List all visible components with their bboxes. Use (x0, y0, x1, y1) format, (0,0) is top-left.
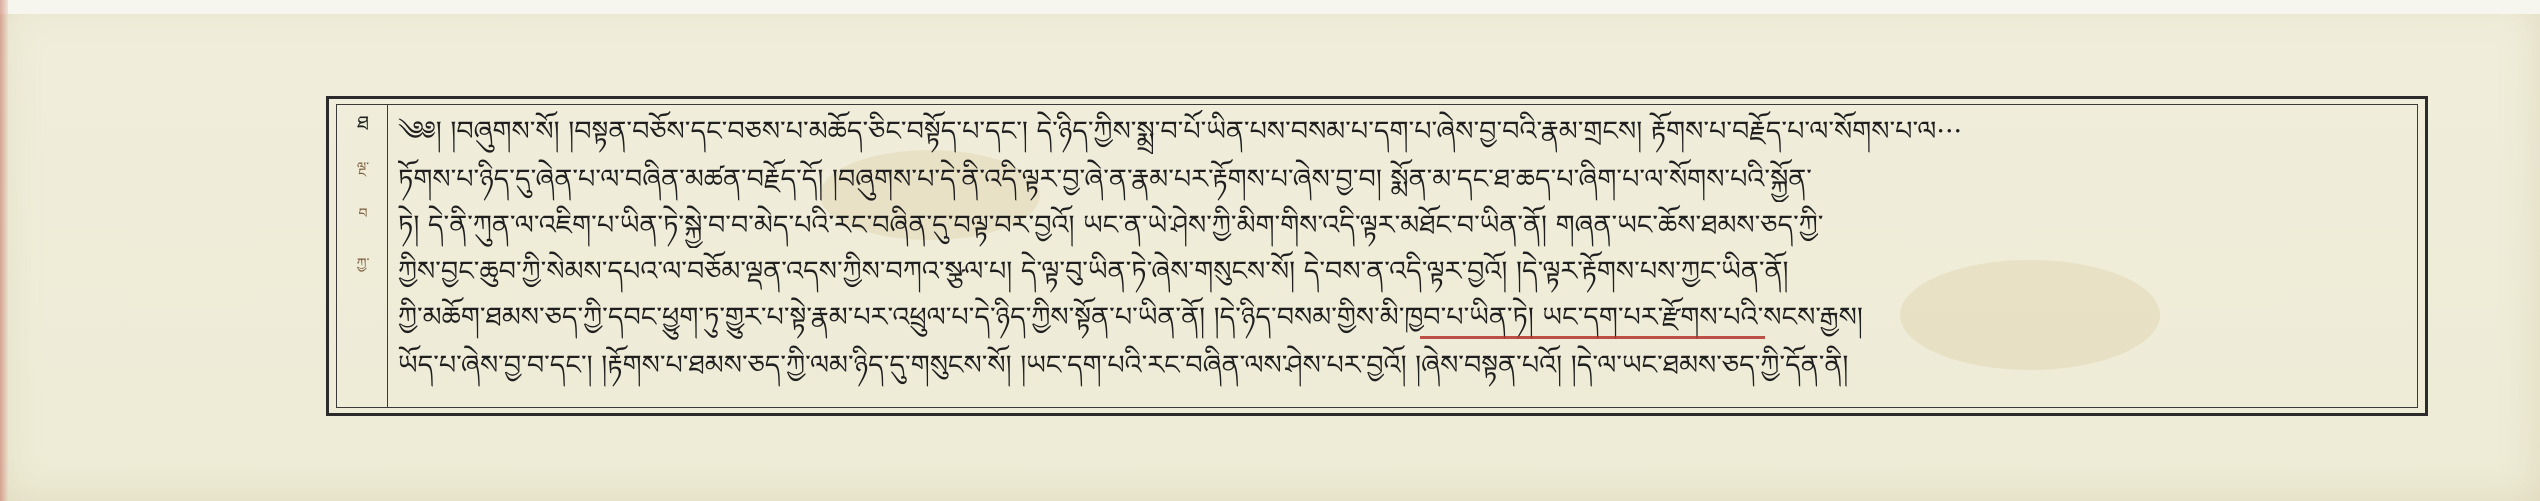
text-line-5: ཀྱི་མཆོག་ཐམས་ཅད་ཀྱི་དབང་ཕྱུག་ཏུ་གྱུར་པ་སྟེ་རྣམ་པར་འཕྲུལ་པ་དེ་ཉིད་ཀྱིས་སྟོན་པ་ཡིན་ནོ། །དེ་ཉིད་བསམ་གྱིས་མི་ཁྱབ་པ་ཡིན་ཏེ། ཡང་དག་པར་རྫོགས་པའི་སངས་རྒྱས། (398, 302, 1863, 333)
red-underline-mark (1420, 336, 1765, 339)
margin-note: ལྔ་ (356, 160, 370, 176)
margin-note: བ (358, 206, 368, 222)
text-line-2: ཏོགས་པ་ཉིད་དུ་ཞེན་པ་ལ་བཞིན་མཚན་བརྗོད་དོ། །བཞུགས་པ་དེ་ནི་འདི་ལྟར་བྱ་ཞེ་ན་རྣམ་པར་རྟོགས་པ་ཞེས་བྱ་བ། སྨོན་མ་དང་ཐ་ཆད་པ་ཞིག་པ་ལ་སོགས་པའི་སྐྱོན་ (398, 164, 1812, 195)
torn-top-edge (0, 0, 2540, 14)
red-edge-stain (0, 0, 8, 501)
folio-label: ཐ (356, 111, 370, 135)
text-line-1: ༄༅། །བཞུགས་སོ། །བསྟན་བཅོས་དང་བཅས་པ་མཆོད་ཅིང་བསྟོད་པ་དང་། དེ་ཉིད་ཀྱིས་སྨྲ་བ་པོ་ཡིན་པས་བསམ་པ་དག་པ་ཞེས་བྱ་བའི་རྣམ་གྲངས། རྟོགས་པ་བརྗོད་པ་ལ་སོགས་པ་ལ··· (398, 116, 1963, 147)
margin-note: ཀྱ་ (356, 256, 370, 272)
text-line-4: ཀྱིས་བྱང་ཆུབ་ཀྱི་སེམས་དཔའ་ལ་བཅོམ་ལྡན་འདས་ཀྱིས་བཀའ་སྩལ་པ། དེ་ལྟ་བུ་ཡིན་ཏེ་ཞེས་གསུངས་སོ། དེ་བས་ན་འདི་ལྟར་བྱའོ། །དེ་ལྟར་རྟོགས་པས་ཀྱང་ཡིན་ནོ། (398, 256, 1789, 287)
text-line-6: ཡོད་པ་ཞེས་བྱ་བ་དང་། །རྟོགས་པ་ཐམས་ཅད་ཀྱི་ལམ་ཉིད་དུ་གསུངས་སོ། །ཡང་དག་པའི་རང་བཞིན་ལས་ཤེས་པར་བྱའོ། །ཞེས་བསྟན་པའོ། །དེ་ལ་ཡང་ཐམས་ཅད་ཀྱི་དོན་ནི། (398, 350, 1849, 381)
text-line-3: ཏེ། དེ་ནི་ཀུན་ལ་འཇིག་པ་ཡིན་ཏེ་སྐྱེ་བ་བ་མེད་པའི་རང་བཞིན་དུ་བལྟ་བར་བྱའོ། ཡང་ན་ཡེ་ཤེས་ཀྱི་མིག་གིས་འདི་ལྟར་མཐོང་བ་ཡིན་ནོ། གཞན་ཡང་ཆོས་ཐམས་ཅད་ཀྱི་ (398, 210, 1824, 241)
